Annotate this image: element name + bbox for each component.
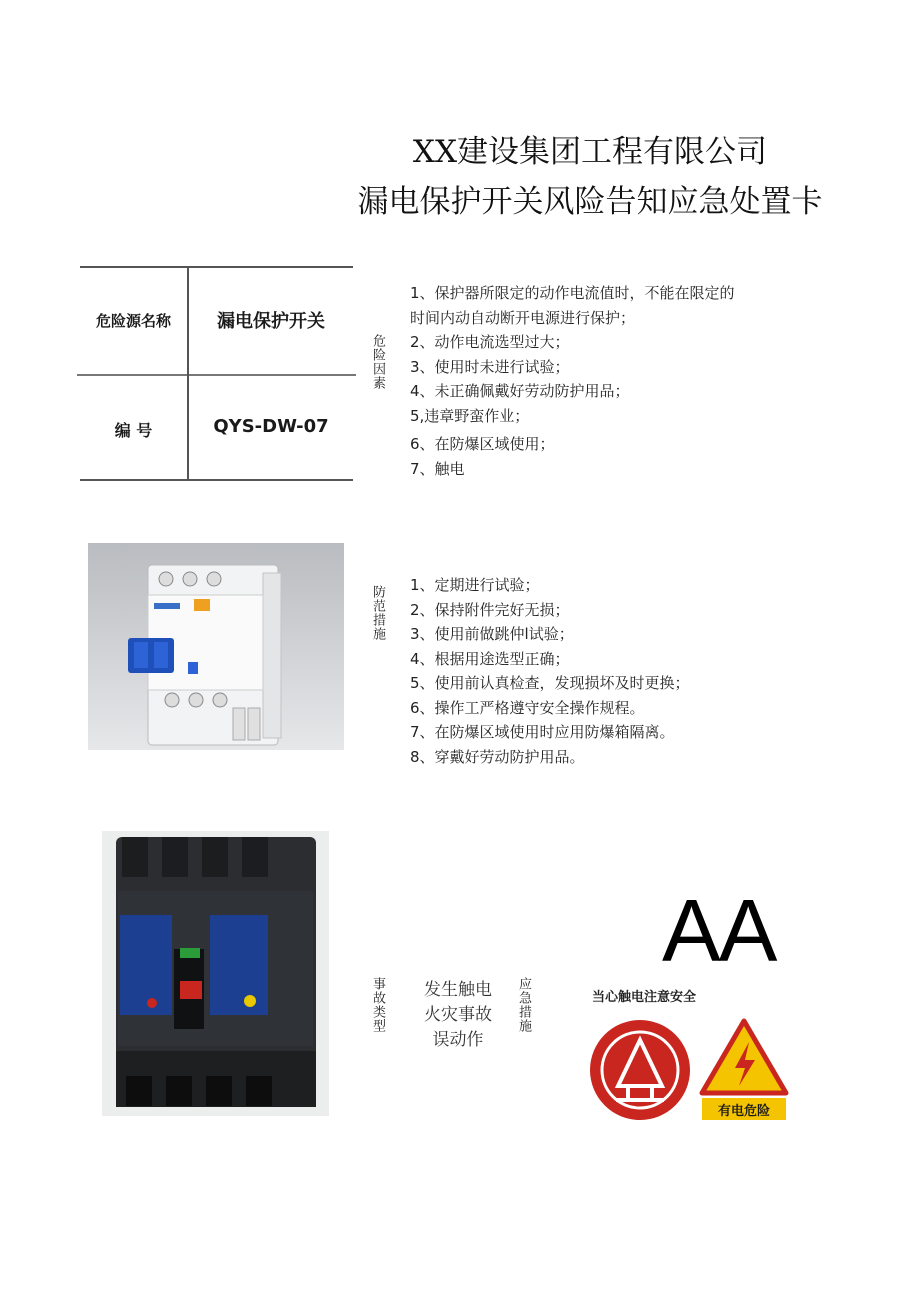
list-item: 8、穿戴好劳动防护用品。 [410,747,585,766]
hazard-name-value: 漏电保护开关 [217,311,325,332]
risk-factor-list [410,281,735,481]
list-item: 2、动作电流选型过大； [410,333,570,351]
list-item: 6、在防爆区域使用； [410,435,555,453]
hazard-info-table [80,266,353,480]
company-name: XX建设集团工程有限公司 [412,134,768,170]
measures-list [410,573,690,769]
accident-type: 火灾事故 [424,1005,492,1025]
measures-section-label: 防范措施 [370,585,385,641]
list-item: 4、未正确佩戴好劳动防护用品； [410,382,630,400]
number-value: QYS-DW-07 [213,416,329,437]
leakage-breaker-photo [88,543,344,750]
card-title: 漏电保护开关风险告知应急处置卡 [357,184,823,220]
risk-section-label: 危险因素 [370,334,385,390]
accident-type: 误动作 [432,1030,484,1050]
list-item: 1、定期进行试验； [410,576,540,594]
number-label: 编 号 [114,421,153,440]
hazard-name-label: 危险源名称 [95,312,171,330]
accident-section-label: 事故类型 [370,977,385,1033]
list-item: 2、保持附件完好无损； [410,600,570,619]
list-item: 6、操作工严格遵守安全操作规程。 [410,698,645,717]
list-item: 3、使用时未进行试验； [410,357,570,376]
list-item: 时间内动自动断开电源进行保护； [410,308,636,327]
aa-mark: AA [662,881,776,980]
caution-text: 当心触电注意安全 [592,990,697,1005]
list-item: 3、使用前做跳仲l试验； [410,625,574,643]
list-item: 4、根据用途选型正确； [410,649,570,668]
list-item: 1、保护器所限定的动作电流值时，不能在限定的 [410,284,735,302]
molded-case-breaker-photo [102,831,329,1116]
list-item: 7、触电 [410,459,465,478]
electric-danger-sign-icon [699,1018,789,1122]
danger-sign-label: 有电危险 [717,1104,770,1119]
list-item: 7、在防爆区域使用时应用防爆箱隔离。 [410,723,675,741]
list-item: 5、使用前认真检查，发现损坏及时更换； [410,674,690,692]
list-item: 5,违章野蛮作业； [410,406,530,425]
accident-type: 发生触电 [424,980,492,1000]
safety-circle-sign-icon [588,1018,692,1122]
accident-types [418,978,498,1053]
emergency-section-label: 应急措施 [516,977,531,1033]
